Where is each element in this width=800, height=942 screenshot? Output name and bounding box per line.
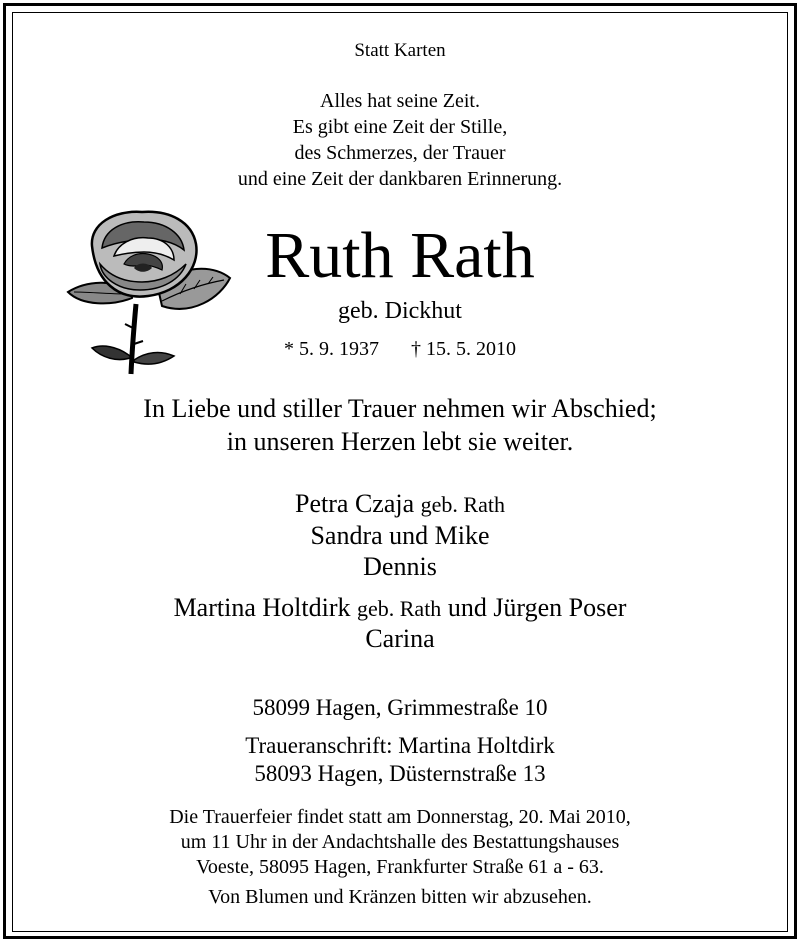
header-statt-karten: Statt Karten xyxy=(354,40,446,61)
motto-line: und eine Zeit der dankbaren Erinnerung. xyxy=(237,168,563,190)
home-address: 58099 Hagen, Grimmestraße 10 xyxy=(252,695,548,720)
life-dates xyxy=(150,338,650,361)
family-geb: geb. Rath xyxy=(356,596,442,621)
family-line xyxy=(0,592,800,624)
family-name: Petra Czaja xyxy=(295,489,415,518)
ceremony-line: Von Blumen und Kränzen bitten wir abzusehen. xyxy=(208,886,592,908)
family-line: Carina xyxy=(365,624,435,653)
ceremony-line: Die Trauerfeier findet statt am Donnerstag, 20. Mai 2010, xyxy=(169,806,631,828)
ceremony-line: Voeste, 58095 Hagen, Frankfurter Straße 61 a - 63. xyxy=(196,856,604,878)
mourning-address-street: 58093 Hagen, Düsternstraße 13 xyxy=(254,761,546,786)
deceased-name: Ruth Rath xyxy=(265,219,535,292)
birth-date: * 5. 9. 1937 xyxy=(284,338,379,360)
farewell-line: In Liebe und stiller Trauer nehmen wir Abschied; xyxy=(143,394,657,423)
motto-line: Es gibt eine Zeit der Stille, xyxy=(292,116,508,138)
farewell-line: in unseren Herzen lebt sie weiter. xyxy=(226,427,574,456)
family-geb: geb. Rath xyxy=(420,492,505,517)
family-name: Martina Holtdirk xyxy=(173,593,351,622)
mourning-address-label: Traueranschrift: Martina Holtdirk xyxy=(245,733,555,758)
birth-name: geb. Dickhut xyxy=(338,298,462,324)
motto-line: Alles hat seine Zeit. xyxy=(320,90,480,112)
family-line: Sandra und Mike xyxy=(310,521,490,550)
family-partner: und Jürgen Poser xyxy=(447,593,627,622)
motto-line: des Schmerzes, der Trauer xyxy=(294,142,506,164)
death-date: † 15. 5. 2010 xyxy=(411,338,516,360)
family-line xyxy=(0,488,800,520)
ceremony-line: um 11 Uhr in der Andachtshalle des Bestattungshauses xyxy=(180,831,620,853)
family-line: Dennis xyxy=(363,552,437,581)
